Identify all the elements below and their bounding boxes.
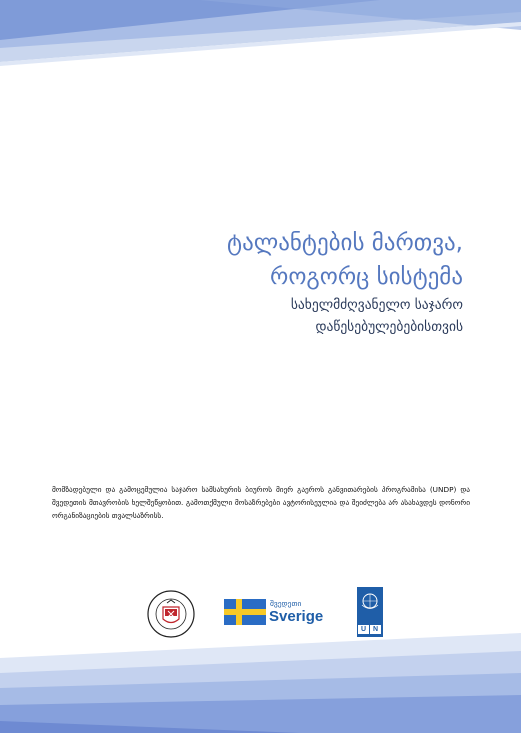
- subtitle-line-2: დაწესებულებებისთვის: [315, 319, 463, 335]
- title-line-2: როგორც სისტემა: [270, 264, 463, 290]
- sweden-label-georgian: შვედეთი: [270, 599, 302, 608]
- undp-logo: [357, 587, 383, 637]
- undp-letter: N: [370, 625, 381, 634]
- top-decorative-stripes: [0, 0, 521, 90]
- un-emblem-icon: [357, 589, 383, 615]
- subtitle-line-1: სახელმძღვანელო საჯარო: [290, 297, 463, 313]
- bottom-decorative-stripes: [0, 633, 521, 733]
- civil-service-bureau-seal-logo: [146, 589, 196, 639]
- disclaimer-paragraph: მომზადებული და გამოცემულია საჯარო სამსახურის ბიუროს მიერ გაეროს განვითარების პროგრამისა (UNDP) და შვედეთის მთავრობის ხელშეწყობით. გამოთქმული მოსაზრებები ავტორისეულია და შეიძლება არ ასახავდეს დონორი ორგანიზაციების თვალსაზრისს.: [52, 485, 470, 520]
- sweden-flag-icon: [224, 599, 266, 625]
- undp-letter: U: [358, 625, 369, 634]
- title-line-1: ტალანტების მართვა,: [227, 230, 463, 256]
- sweden-label: Sverige: [269, 608, 324, 625]
- title-block: [227, 226, 463, 338]
